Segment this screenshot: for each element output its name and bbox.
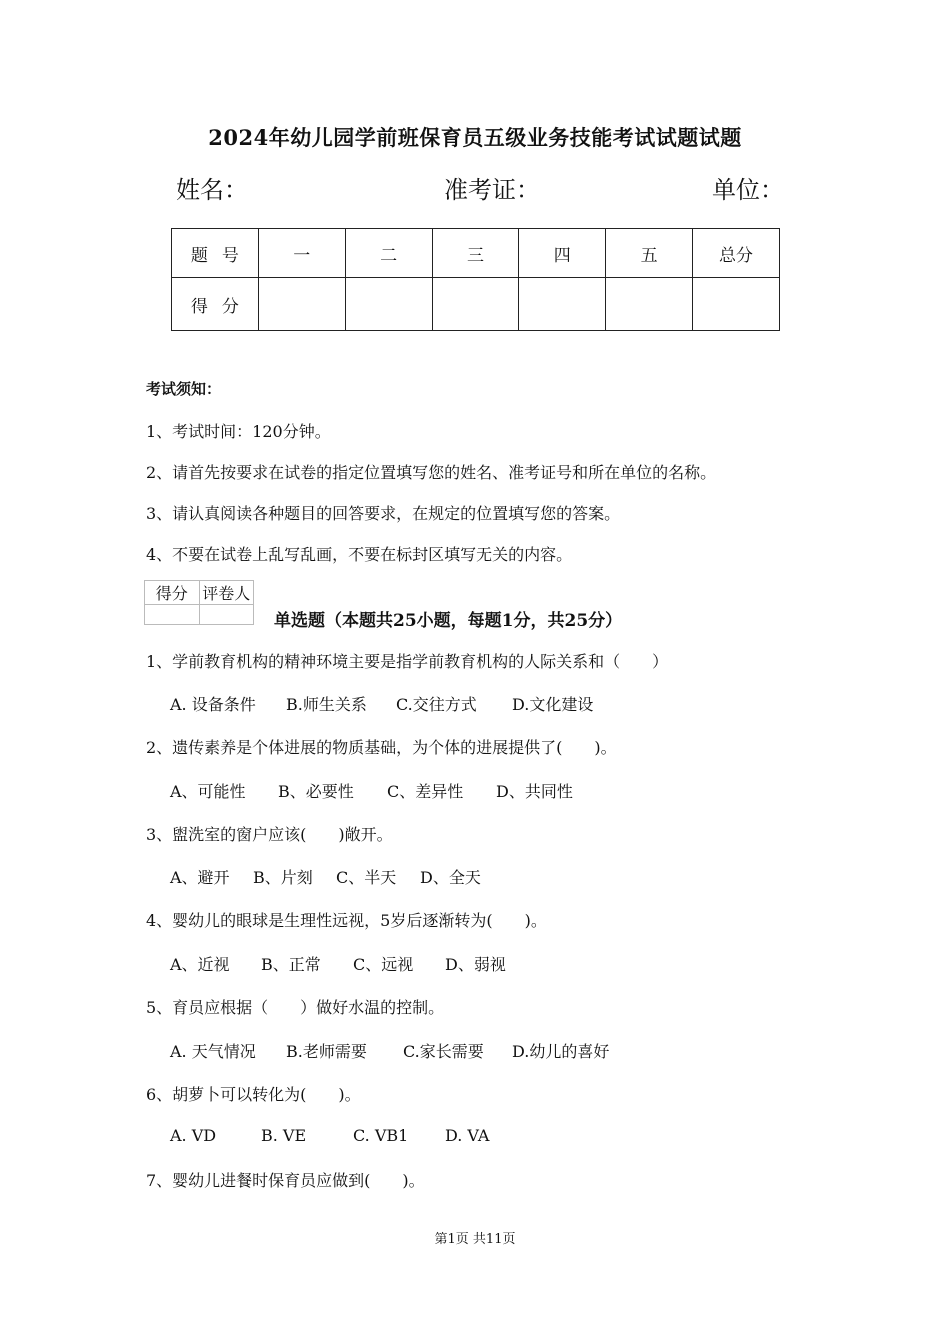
score-cell[interactable] [519,278,606,331]
option[interactable]: A. 天气情况 [170,1042,256,1061]
grader-name-label: 评卷人 [199,581,254,605]
exam-title: 2024年幼儿园学前班保育员五级业务技能考试试题试题 [208,125,742,150]
option[interactable]: D、弱视 [445,955,506,974]
question-options [170,1126,489,1145]
grader-box [144,580,254,625]
option[interactable]: D.文化建设 [512,695,594,714]
score-table-column: 五 [606,229,693,278]
question-text: 2、遗传素养是个体进展的物质基础，为个体的进展提供了( )。 [146,738,617,757]
option[interactable]: A. VD [170,1126,217,1145]
option[interactable]: C.家长需要 [403,1042,484,1061]
option[interactable]: D. VA [445,1126,490,1145]
score-table-column: 三 [432,229,519,278]
score-table [171,228,780,331]
option[interactable]: C、差异性 [387,782,464,801]
option[interactable]: B、必要性 [278,782,354,801]
score-table-column: 总分 [693,229,780,278]
notice-heading: 考试须知： [146,380,222,398]
notice-item: 4、不要在试卷上乱写乱画，不要在标封区填写无关的内容。 [146,545,573,564]
option[interactable]: C、远视 [353,955,414,974]
question-options [170,952,506,975]
question-options [170,692,593,715]
notice-item: 1、考试时间：120分钟。 [146,422,331,441]
option[interactable]: B.老师需要 [286,1042,367,1061]
unit-label: 单位： [712,176,784,204]
question-options [170,779,573,802]
option[interactable]: C、半天 [336,868,397,887]
question-text: 4、婴幼儿的眼球是生理性远视，5岁后逐渐转为( )。 [146,911,547,930]
score-table-row-label: 得分 [172,278,259,331]
score-cell[interactable] [693,278,780,331]
grader-score-cell[interactable] [145,605,200,625]
score-table-column: 一 [258,229,345,278]
score-cell[interactable] [258,278,345,331]
section-title: 单选题（本题共25小题，每题1分，共25分） [274,611,623,631]
score-table-header-row [172,229,780,278]
score-table-score-row [172,278,780,331]
option[interactable]: B. VE [261,1126,307,1145]
score-table-column: 四 [519,229,606,278]
question-text: 5、育员应根据（ ）做好水温的控制。 [146,998,445,1017]
score-cell[interactable] [432,278,519,331]
option[interactable]: D.幼儿的喜好 [512,1042,610,1061]
score-cell[interactable] [606,278,693,331]
option[interactable]: C.交往方式 [396,695,477,714]
option[interactable]: B.师生关系 [286,695,367,714]
page-footer: 第1页 共11页 [434,1232,516,1247]
question-text: 7、婴幼儿进餐时保育员应做到( )。 [146,1171,425,1190]
name-label: 姓名： [176,176,248,204]
option[interactable]: B、片刻 [253,868,313,887]
option[interactable]: C. VB1 [353,1126,409,1145]
notice-item: 2、请首先按要求在试卷的指定位置填写您的姓名、准考证号和所在单位的名称。 [146,463,717,482]
score-table-header-label: 题号 [172,229,259,278]
question-text: 6、胡萝卜可以转化为( )。 [146,1085,361,1104]
score-table-column: 二 [345,229,432,278]
notice-item: 3、请认真阅读各种题目的回答要求，在规定的位置填写您的答案。 [146,504,621,523]
question-options [170,865,481,888]
grader-score-label: 得分 [145,581,200,605]
option[interactable]: D、共同性 [496,782,573,801]
option[interactable]: A、近视 [170,955,230,974]
option[interactable]: A、避开 [170,868,230,887]
question-text: 3、盥洗室的窗户应该( )敞开。 [146,825,393,844]
grader-name-cell[interactable] [199,605,254,625]
ticket-number-label: 准考证： [444,176,540,204]
option[interactable]: A、可能性 [170,782,246,801]
option[interactable]: D、全天 [420,868,481,887]
option[interactable]: B、正常 [261,955,321,974]
score-cell[interactable] [345,278,432,331]
question-options [170,1039,609,1062]
question-text: 1、学前教育机构的精神环境主要是指学前教育机构的人际关系和（ ） [146,652,669,671]
option[interactable]: A. 设备条件 [170,695,256,714]
